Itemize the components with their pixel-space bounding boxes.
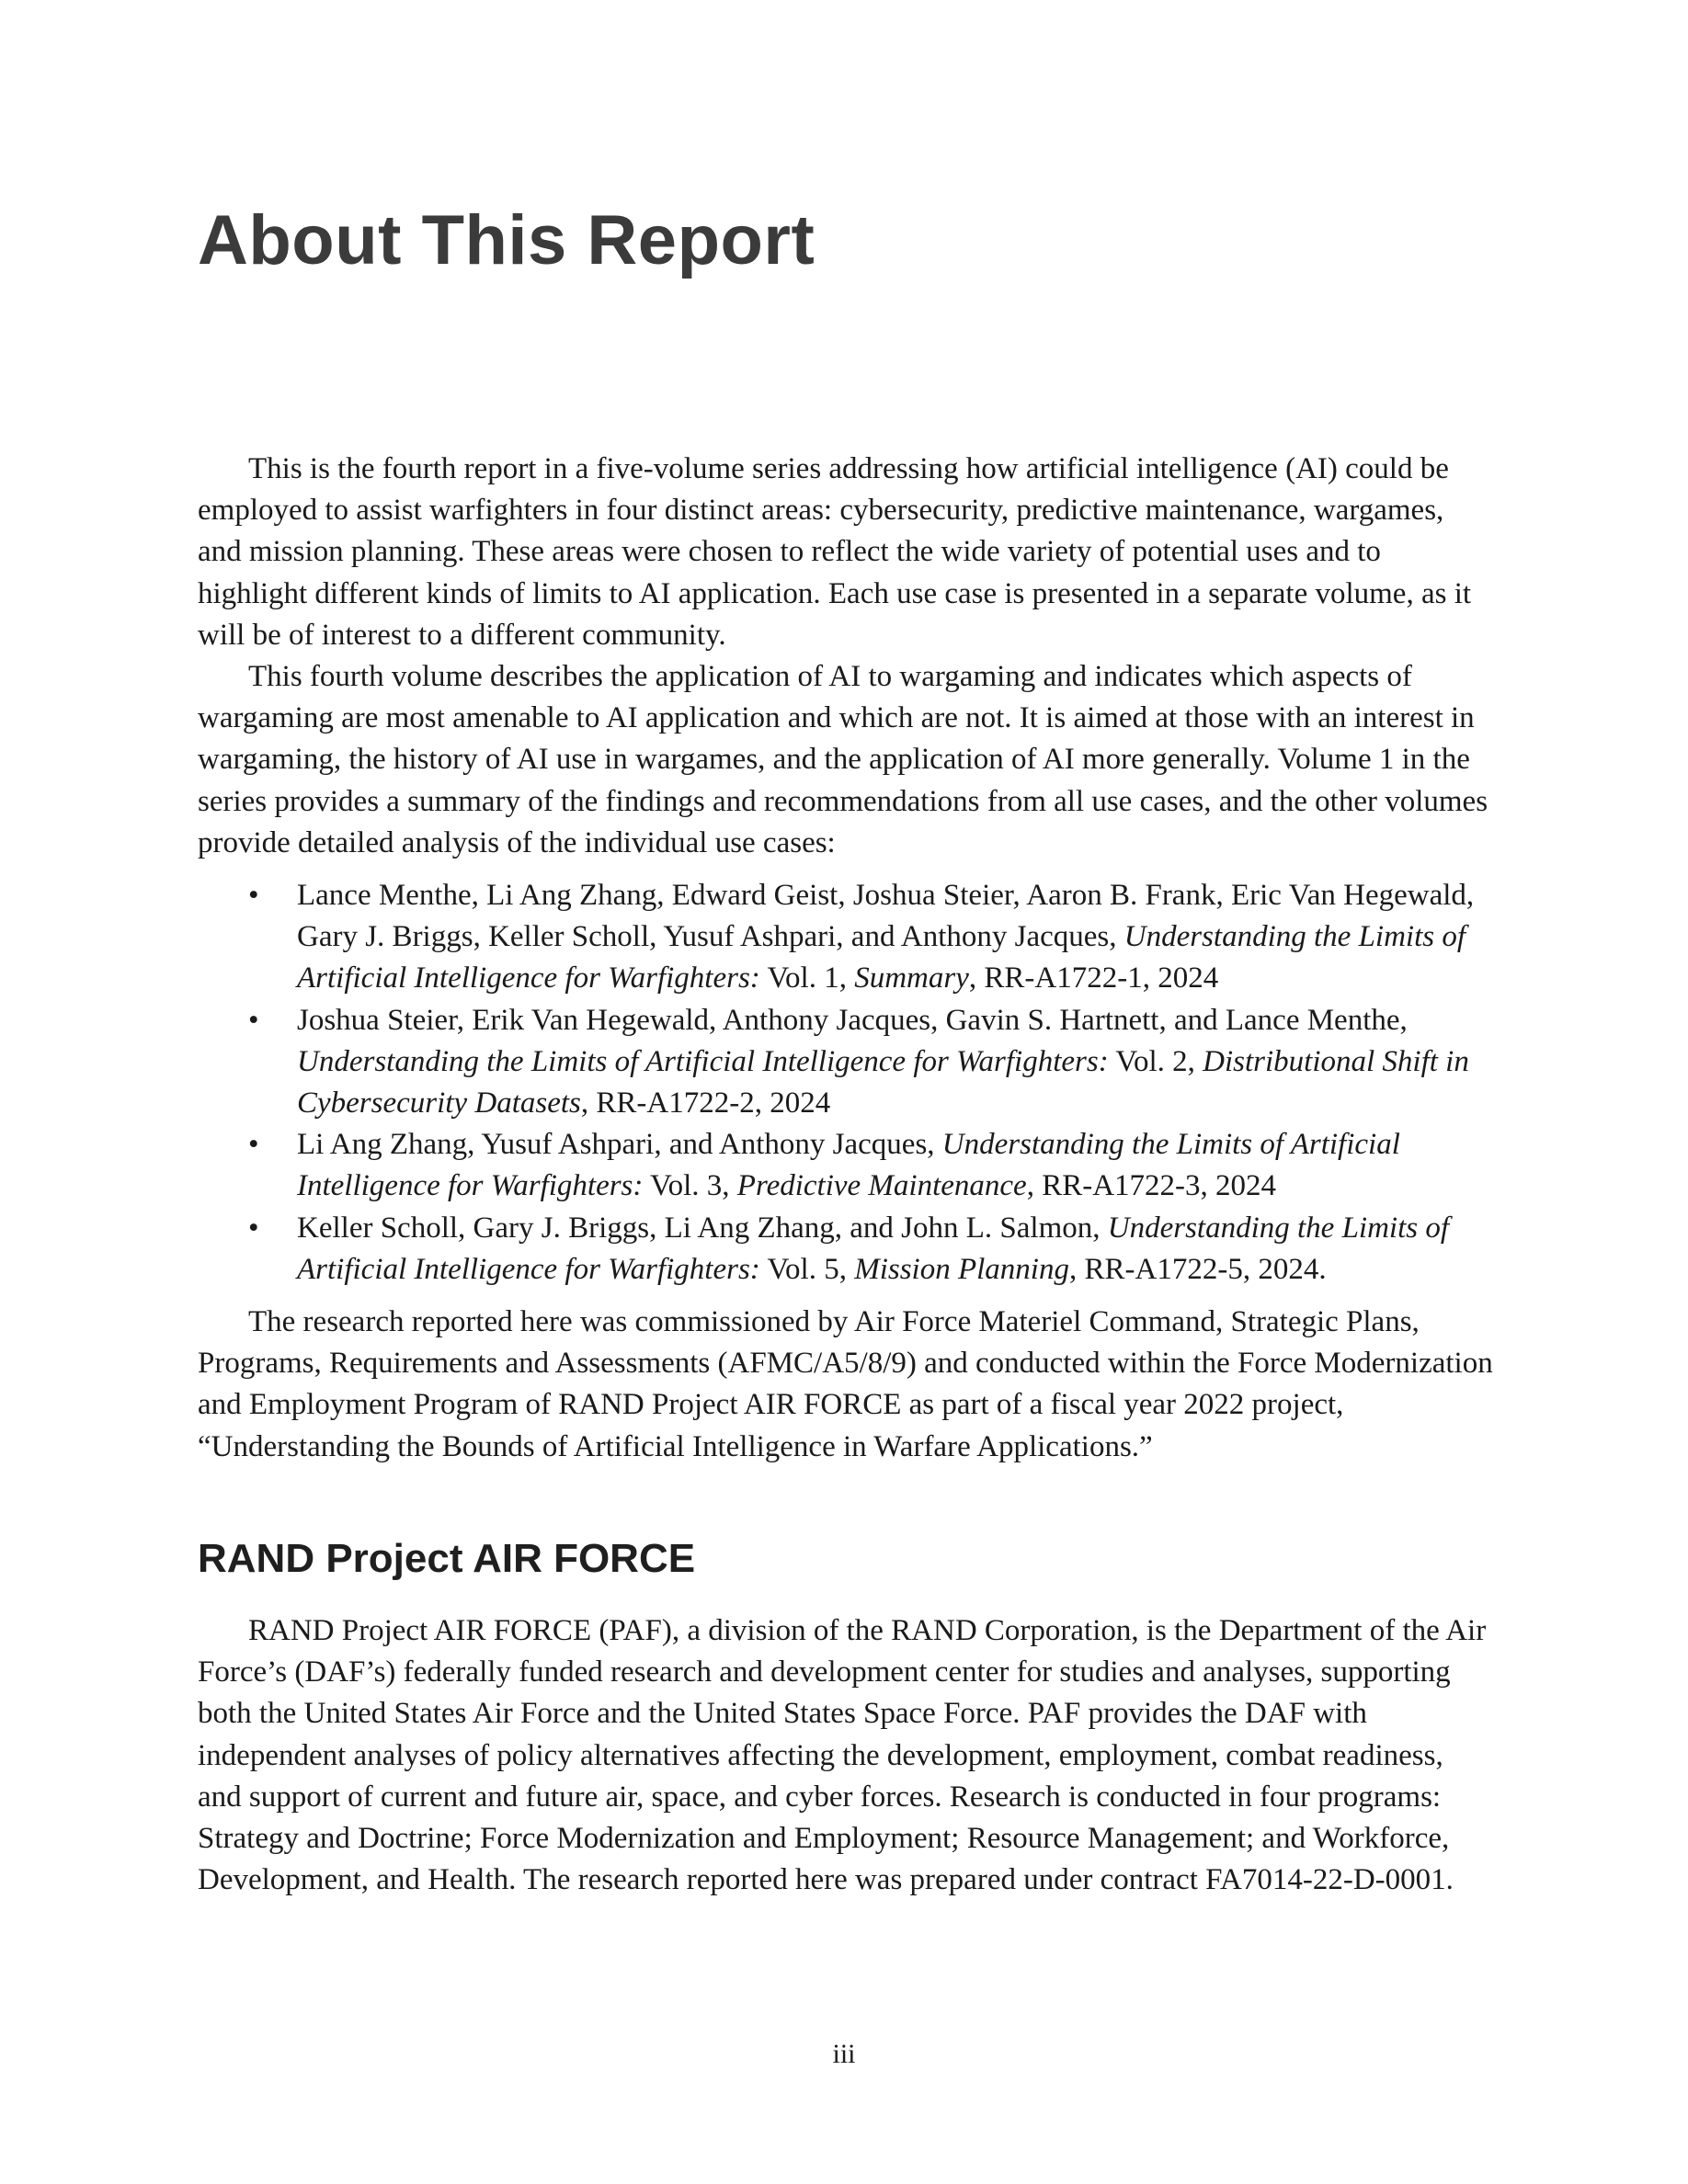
reference-item [198, 1124, 1494, 1207]
reference-volume: Vol. 2, [1108, 1044, 1203, 1078]
reference-volume-title: Distributional Shift in Cybersecurity Datasets [297, 1044, 1469, 1120]
section-heading-paf: RAND Project AIR FORCE [198, 1536, 696, 1581]
paf-section [198, 1610, 1494, 1901]
page-number: iii [832, 2039, 856, 2069]
reference-series-title: Understanding the Limits of Artificial Intelligence for Warfighters: [297, 920, 1466, 995]
reference-id: , RR-A1722-3, 2024 [1026, 1169, 1277, 1203]
reference-item [198, 1208, 1494, 1291]
reference-id: , RR-A1722-5, 2024. [1068, 1252, 1327, 1286]
reference-authors: Joshua Steier, Erik Van Hegewald, Anthony Jacques, Gavin S. Hartnett, and Lance Menthe, [297, 1003, 1408, 1037]
reference-id: , RR-A1722-1, 2024 [968, 961, 1219, 995]
reference-volume-title: Mission Planning [854, 1252, 1069, 1286]
reference-authors: Keller Scholl, Gary J. Briggs, Li Ang Zhang, and John L. Salmon, [297, 1211, 1108, 1245]
intro-paragraph-2: This fourth volume describes the application of AI to wargaming and indicates which aspects of wargaming are most amenable to AI application and which are not. It is aimed at those with an interest in wargaming, the history of AI use in wargames, and the application of AI more generally. Volume 1 in the series provides a summary of the findings and recommendations from all use cases, and the other volumes provide detailed analysis of the individual use cases: [198, 660, 1488, 859]
bullet-icon: • [248, 1211, 259, 1245]
research-paragraph: The research reported here was commissioned by Air Force Materiel Command, Strategic Plans, Programs, Requirements and Assessments (AFMC/A5/8/9) and conducted within the Force Modernization and Employment Program of RAND Project AIR FORCE as part of a fiscal year 2022 project, “Understanding the Bounds of Artificial Intelligence in Warfare Applications.” [198, 1305, 1493, 1463]
reference-series-title: Understanding the Limits of Artificial Intelligence for Warfighters: [297, 1128, 1400, 1203]
reference-authors: Li Ang Zhang, Yusuf Ashpari, and Anthony Jacques, [297, 1128, 942, 1162]
reference-authors: Lance Menthe, Li Ang Zhang, Edward Geist, Joshua Steier, Aaron B. Frank, Eric Van Hegewald, Gary J. Briggs, Keller Scholl, Yusuf Ashpari, and Anthony Jacques, [297, 879, 1475, 954]
reference-series-title: Understanding the Limits of Artificial Intelligence for Warfighters: [297, 1044, 1109, 1078]
intro-paragraph-1: This is the fourth report in a five-volume series addressing how artificial intelligence (AI) could be employed to assist warfighters in four distinct areas: cybersecurity, predictive maintenance, wargames, and mission planning. These areas were chosen to reflect the wide variety of potential uses and to highlight different kinds of limits to AI application. Each use case is presented in a separate volume, as it will be of interest to a different community. [198, 452, 1472, 652]
reference-volume: Vol. 5, [759, 1252, 855, 1286]
reference-series-title: Understanding the Limits of Artificial Intelligence for Warfighters: [297, 1211, 1450, 1286]
reference-list [198, 875, 1494, 1291]
reference-volume: Vol. 1, [759, 961, 855, 995]
bullet-icon: • [248, 1128, 259, 1162]
paf-paragraph: RAND Project AIR FORCE (PAF), a division of the RAND Corporation, is the Department of the Air Force’s (DAF’s) federally funded research and development center for studies and analyses, supporting both the United States Air Force and the United States Space Force. PAF provides the DAF with independent analyses of policy alternatives affecting the development, employment, combat readiness, and support of current and future air, space, and cyber forces. Research is conducted in four programs: Strategy and Doctrine; Force Modernization and Employment; Resource Management; and Workforce, Development, and Health. The research reported here was prepared under contract FA7014-22-D-0001. [198, 1614, 1487, 1897]
reference-item [198, 1000, 1494, 1125]
page-title: About This Report [198, 201, 815, 279]
reference-id: , RR-A1722-2, 2024 [580, 1086, 831, 1120]
reference-volume-title: Summary [854, 961, 969, 995]
reference-item [198, 875, 1494, 1000]
intro-section [198, 449, 1494, 1468]
bullet-icon: • [248, 879, 259, 913]
bullet-icon: • [248, 1003, 259, 1037]
reference-volume-title: Predictive Maintenance [736, 1169, 1027, 1203]
reference-volume: Vol. 3, [643, 1169, 737, 1203]
